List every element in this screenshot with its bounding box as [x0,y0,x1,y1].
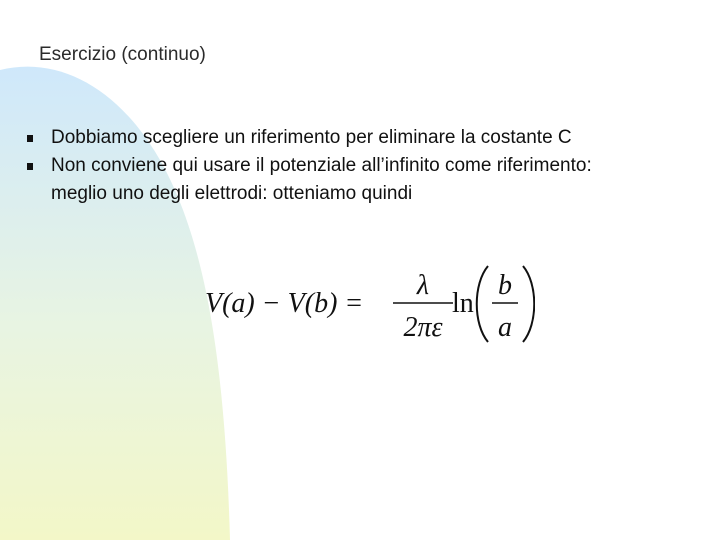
bullet-item [24,152,651,208]
bullet-text: Non conviene qui usare il potenziale all’infinito come riferimento: meglio uno degli elettrodi: otteniamo quindi [51,155,592,204]
bullet-marker-icon [27,163,33,170]
bullet-text: Dobbiamo scegliere un riferimento per eliminare la costante C [51,127,572,148]
formula-log: ln [452,288,474,319]
slide-title: Esercizio (continuo) [39,44,206,65]
formula-fraction-numerator: λ [416,270,430,301]
formula-inner-numerator: b [498,270,512,301]
bullet-list [24,124,714,208]
formula-lhs: V(a) − V(b) = [205,288,364,319]
formula [205,262,535,346]
bullet-item [24,124,714,152]
formula-right-paren [523,266,534,342]
formula-inner-denominator: a [498,312,512,343]
formula-left-paren [477,266,488,342]
formula-fraction-denominator: 2πε [403,312,443,343]
bullet-marker-icon [27,135,33,142]
